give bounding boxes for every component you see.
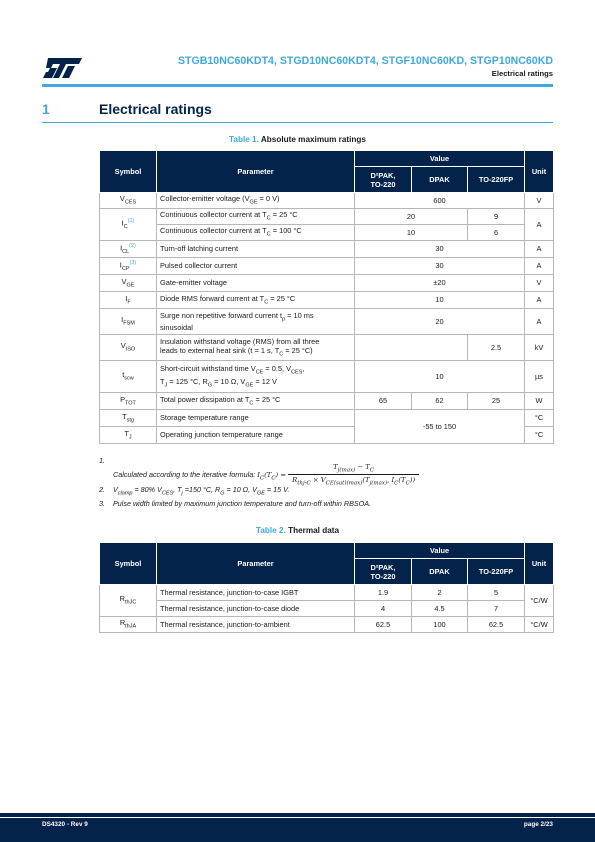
- unit-cell: A: [525, 209, 554, 241]
- value-cell: 7: [468, 601, 525, 617]
- document-revision: DS4320 - Rev 9: [42, 821, 88, 828]
- table-row: [100, 241, 554, 258]
- table1-footnotes: 1. Calculated according to the iterative formula: $I_C(T_C)$ = $\frac{T_{j(max)} - T_C}{R_{thj-C} \times V_{CE(sat)(max)}(T_{j(max)}, I_C(T_C))}$ 2. $V_{clamp} = 80\%$ $V_{CES}$, $T_j =150$ °C, $R_G = 10$ Ω, $V_{GE} = 15$ V. 3. Pulse width limited by maximum junction temperature and turn-off within RBSOA.: [99, 456, 553, 510]
- value-header: Value: [355, 543, 525, 559]
- parameter-cell: Collector-emitter voltage ($V_{GE} = 0$ V): [157, 193, 355, 209]
- table-row: [100, 225, 554, 241]
- formula-lhs: $I_C(T_C)$ =: [257, 470, 287, 482]
- unit-cell: °C/W: [525, 617, 554, 633]
- table-row: [100, 393, 554, 410]
- value-cell: 5: [468, 585, 525, 601]
- unit-cell: W: [525, 393, 554, 410]
- parameter-cell: Continuous collector current at $T_C = 100$ °C: [157, 225, 355, 241]
- table-row: [100, 335, 554, 361]
- table-row: [100, 193, 554, 209]
- unit-cell: µs: [525, 361, 554, 393]
- table1-caption-text: Absolute maximum ratings: [260, 135, 366, 144]
- table-row: [100, 292, 554, 309]
- table-row: [100, 585, 554, 601]
- table-row: [100, 617, 554, 633]
- symbol-header: Symbol: [100, 543, 157, 585]
- parameter-cell: Thermal resistance, junction-to-ambient: [157, 617, 355, 633]
- value-cell: 100: [412, 617, 468, 633]
- unit-cell: V: [525, 275, 554, 292]
- section-rule: [42, 122, 553, 123]
- value-cell: 9: [468, 209, 525, 225]
- table-row: [100, 410, 554, 427]
- value-cell: 62: [412, 393, 468, 410]
- value-cell: ±20: [355, 275, 525, 292]
- value-cell: 600: [355, 193, 525, 209]
- package-to220fp-header: TO-220FP: [468, 559, 525, 585]
- symbol-cell: $R_{thJA}$: [100, 617, 157, 633]
- parameter-cell: Operating junction temperature range: [157, 427, 355, 444]
- value-cell: 25: [468, 393, 525, 410]
- unit-cell: V: [525, 193, 554, 209]
- parameter-cell: Continuous collector current at $T_C = 25$ °C: [157, 209, 355, 225]
- symbol-cell: $I_{CL}^{(2)}$: [100, 241, 157, 258]
- footer-band: [0, 813, 595, 817]
- symbol-cell: $V_{GE}$: [100, 275, 157, 292]
- value-cell: 20: [355, 309, 525, 335]
- table-row: [100, 275, 554, 292]
- unit-cell: °C: [525, 427, 554, 444]
- unit-header: Unit: [525, 543, 554, 585]
- value-cell: 10: [355, 225, 468, 241]
- unit-cell: A: [525, 292, 554, 309]
- value-cell: 6: [468, 225, 525, 241]
- symbol-cell: $P_{TOT}$: [100, 393, 157, 410]
- parameter-cell: Thermal resistance, junction-to-case diode: [157, 601, 355, 617]
- value-cell: 10: [355, 292, 525, 309]
- table-row: [100, 361, 554, 393]
- parameter-header: Parameter: [157, 543, 355, 585]
- unit-cell: °C: [525, 410, 554, 427]
- table1-caption-label: Table 1.: [229, 135, 259, 144]
- unit-cell: A: [525, 241, 554, 258]
- package-d2pak-header: D²PAK, TO-220: [355, 559, 412, 585]
- unit-cell: kV: [525, 335, 554, 361]
- parameter-cell: Diode RMS forward current at $T_C = 25$ °C: [157, 292, 355, 309]
- thermal-data-table: [99, 542, 554, 633]
- parameter-header: Parameter: [157, 151, 355, 193]
- table-row: [100, 601, 554, 617]
- symbol-cell: $I_F$: [100, 292, 157, 309]
- section-running-title: Electrical ratings: [491, 69, 553, 78]
- table2-caption: [0, 526, 595, 535]
- parameter-cell: Turn-off latching current: [157, 241, 355, 258]
- value-cell: 62.5: [355, 617, 412, 633]
- value-cell: 4: [355, 601, 412, 617]
- parameter-cell: Gate-emitter voltage: [157, 275, 355, 292]
- package-dpak-header: DPAK: [412, 167, 468, 193]
- parameter-cell: Total power dissipation at $T_C = 25$ °C: [157, 393, 355, 410]
- document-title: STGB10NC60KDT4, STGD10NC60KDT4, STGF10NC60KD, STGP10NC60KD: [177, 55, 553, 67]
- value-cell-empty: [355, 335, 468, 361]
- section-title: Electrical ratings: [99, 101, 212, 117]
- table2-caption-label: Table 2.: [255, 526, 286, 535]
- section-number: 1: [42, 101, 50, 117]
- symbol-cell: $V_{CES}$: [100, 193, 157, 209]
- value-cell: -55 to 150: [355, 410, 525, 444]
- unit-cell: A: [525, 258, 554, 275]
- value-cell: 4.5: [412, 601, 468, 617]
- parameter-cell: Insulation withstand voltage (RMS) from all three leads to external heat sink (t = 1 s, $T_C = 25$ °C): [157, 335, 355, 361]
- parameter-cell: Short-circuit withstand time $V_{CE} = 0.5$, $V_{CES}$, $T_J = 125$ °C, $R_G = 10$ Ω, $V_{GE} = 12$ V: [157, 361, 355, 393]
- footer-bar: [0, 818, 595, 842]
- parameter-cell: Pulsed collector current: [157, 258, 355, 275]
- symbol-cell: $I_{CP}^{(3)}$: [100, 258, 157, 275]
- package-d2pak-header: D²PAK, TO-220: [355, 167, 412, 193]
- table-row: [100, 209, 554, 225]
- symbol-cell: $I_C^{(1)}$: [100, 209, 157, 241]
- iterative-formula: $\frac{T_{j(max)} - T_C}{R_{thj-C} \times V_{CE(sat)(max)}(T_{j(max)}, I_C(T_C))}$: [288, 463, 419, 487]
- table1-caption: [0, 135, 595, 144]
- value-cell: 30: [355, 241, 525, 258]
- value-cell: 65: [355, 393, 412, 410]
- symbol-cell: $t_{scw}$: [100, 361, 157, 393]
- value-cell: 30: [355, 258, 525, 275]
- st-logo: [42, 56, 84, 80]
- symbol-cell: $T_J$: [100, 427, 157, 444]
- symbol-cell: $T_{stg}$: [100, 410, 157, 427]
- symbol-cell: $R_{thJC}$: [100, 585, 157, 617]
- value-cell: 2: [412, 585, 468, 601]
- value-cell: 1.9: [355, 585, 412, 601]
- parameter-cell: Thermal resistance, junction-to-case IGBT: [157, 585, 355, 601]
- parameter-cell: Storage temperature range: [157, 410, 355, 427]
- value-cell: 62.5: [468, 617, 525, 633]
- symbol-cell: $V_{ISO}$: [100, 335, 157, 361]
- symbol-cell: $I_{FSM}$: [100, 309, 157, 335]
- table2-caption-text: Thermal data: [288, 526, 340, 535]
- header-rule: [42, 84, 553, 87]
- value-cell: 10: [355, 361, 525, 393]
- table-row: [100, 258, 554, 275]
- value-cell: 20: [355, 209, 468, 225]
- parameter-cell: Surge non repetitive forward current $t_p = 10$ ms sinusoidal: [157, 309, 355, 335]
- package-dpak-header: DPAK: [412, 559, 468, 585]
- unit-cell: A: [525, 309, 554, 335]
- absolute-max-ratings-table: [99, 150, 554, 444]
- unit-cell: °C/W: [525, 585, 554, 617]
- value-cell: 2.5: [468, 335, 525, 361]
- package-to220fp-header: TO-220FP: [468, 167, 525, 193]
- symbol-header: Symbol: [100, 151, 157, 193]
- table-row: [100, 309, 554, 335]
- unit-header: Unit: [525, 151, 554, 193]
- page-number: page 2/23: [523, 821, 553, 828]
- value-header: Value: [355, 151, 525, 167]
